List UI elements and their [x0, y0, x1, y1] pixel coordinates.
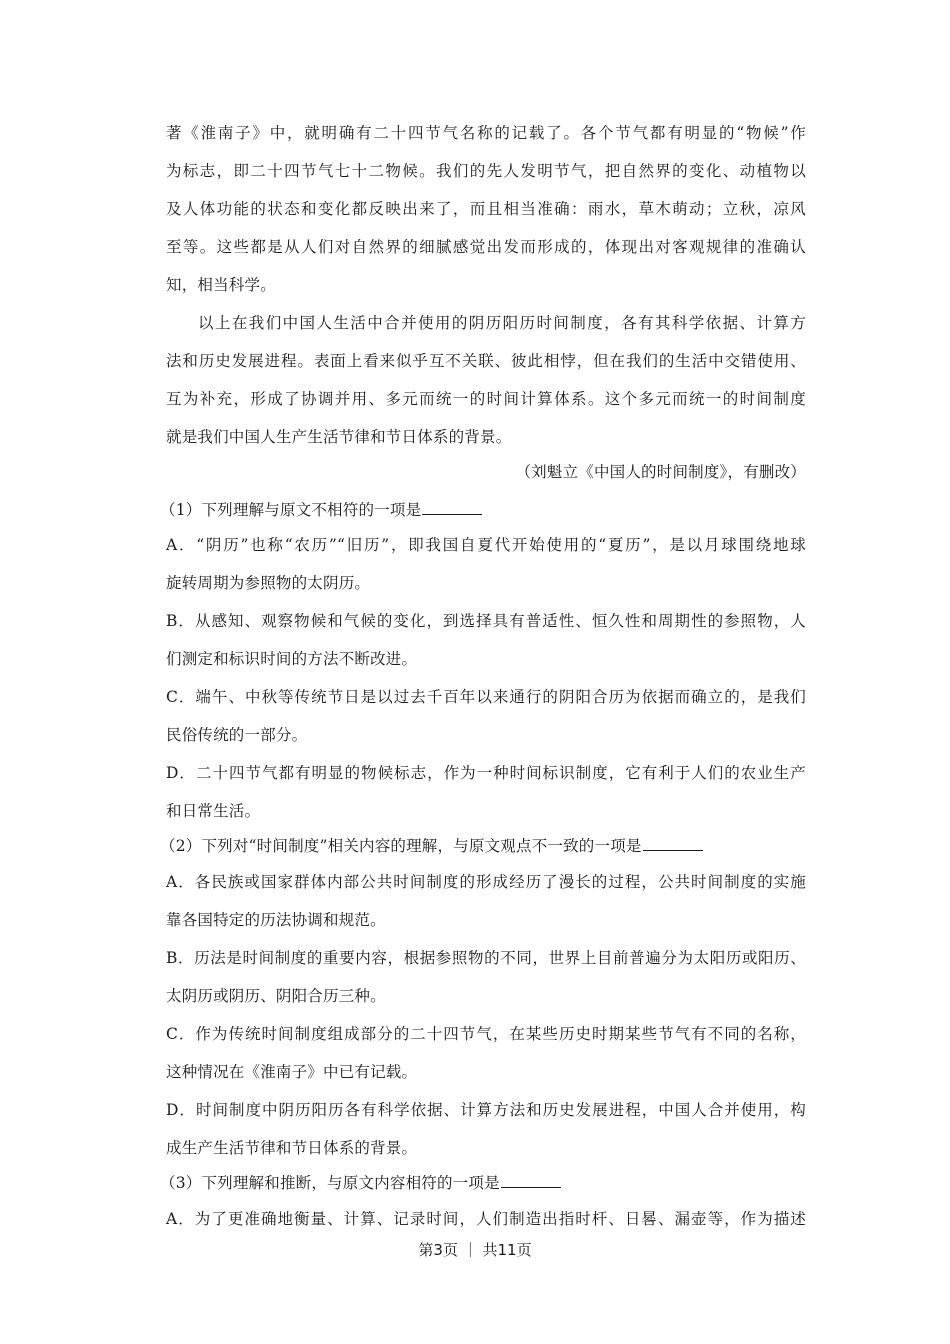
q1-option-b-cont: 们测定和标识时间的方法不断改进。 — [166, 650, 418, 668]
answer-blank — [422, 500, 482, 515]
passage-line: 知，相当科学。 — [166, 276, 276, 294]
passage-line: 为标志，即二十四节气七十二物候。我们的先人发明节气，把自然界的变化、动植物以 — [166, 162, 806, 180]
q1-option-a: A．“阴历”也称“农历”“旧历”，即我国自夏代开始使用的“夏历”，是以月球围绕地球 — [166, 536, 806, 554]
q2-option-a-cont: 靠各国特定的历法协调和规范。 — [166, 911, 386, 929]
q2-option-c: C．作为传统时间制度组成部分的二十四节气，在某些历史时期某些节气有不同的名称， — [166, 1025, 806, 1043]
passage-line: 至等。这些都是从人们对自然界的细腻感觉出发而形成的，体现出对客观规律的准确认 — [166, 238, 806, 256]
passage-line: 法和历史发展进程。表面上看来似乎互不关联、彼此相悖，但在我们的生活中交错使用、 — [166, 352, 806, 370]
q3-option-a: A．为了更准确地衡量、计算、记录时间，人们制造出指时杆、日晷、漏壶等，作为描述 — [166, 1210, 806, 1228]
q1-option-c-cont: 民俗传统的一部分。 — [166, 726, 308, 744]
passage-line: 及人体功能的状态和变化都反映出来了，而且相当准确：雨水，草木萌动；立秋，凉风 — [166, 200, 806, 218]
q1-option-a-cont: 旋转周期为参照物的太阴历。 — [166, 574, 371, 592]
q2-option-a: A．各民族或国家群体内部公共时间制度的形成经历了漫长的过程，公共时间制度的实施 — [166, 873, 806, 891]
q2-option-b-cont: 太阴历或阴历、阴阳合历三种。 — [166, 987, 386, 1005]
q2-option-d-cont: 成生产生活节律和节日体系的背景。 — [166, 1139, 418, 1157]
q2-option-c-cont: 这种情况在《淮南子》中已有记载。 — [166, 1063, 418, 1081]
q1-option-d: D．二十四节气都有明显的物候标志，作为一种时间标识制度，它有利于人们的农业生产 — [166, 764, 806, 782]
question-3-stem: （3）下列理解和推断，与原文内容相符的一项是 — [160, 1173, 800, 1193]
passage-line: 就是我们中国人生产生活节律和节日体系的背景。 — [166, 428, 512, 446]
answer-blank — [643, 836, 703, 851]
q2-option-d: D．时间制度中阴历阳历各有科学依据、计算方法和历史发展进程，中国人合并使用，构 — [166, 1101, 806, 1119]
q2-option-b: B．历法是时间制度的重要内容，根据参照物的不同，世界上目前普遍分为太阳历或阳历、 — [166, 949, 806, 967]
q1-option-c: C．端午、中秋等传统节日是以过去千百年以来通行的阴阳合历为依据而确立的，是我们 — [166, 688, 806, 706]
q1-option-b: B．从感知、观察物候和气候的变化，到选择具有普适性、恒久性和周期性的参照物，人 — [166, 612, 806, 630]
question-1-stem: （1）下列理解与原文不相符的一项是 — [160, 500, 800, 520]
q1-option-d-cont: 和日常生活。 — [166, 802, 261, 820]
passage-line: 以上在我们中国人生活中合并使用的阴历阳历时间制度，各有其科学依据、计算方 — [198, 314, 806, 332]
page-footer: 第3页 ｜ 共11页 — [418, 1241, 532, 1259]
passage-source: （刘魁立《中国人的时间制度》，有删改） — [515, 463, 806, 481]
passage-line: 著《淮南子》中，就明确有二十四节气名称的记载了。各个节气都有明显的“物候”作 — [166, 124, 806, 142]
passage-line: 互为补充，形成了协调并用、多元而统一的时间计算体系。这个多元而统一的时间制度 — [166, 390, 806, 408]
question-2-stem: （2）下列对“时间制度”相关内容的理解，与原文观点不一致的一项是 — [160, 836, 800, 856]
answer-blank — [501, 1173, 561, 1188]
